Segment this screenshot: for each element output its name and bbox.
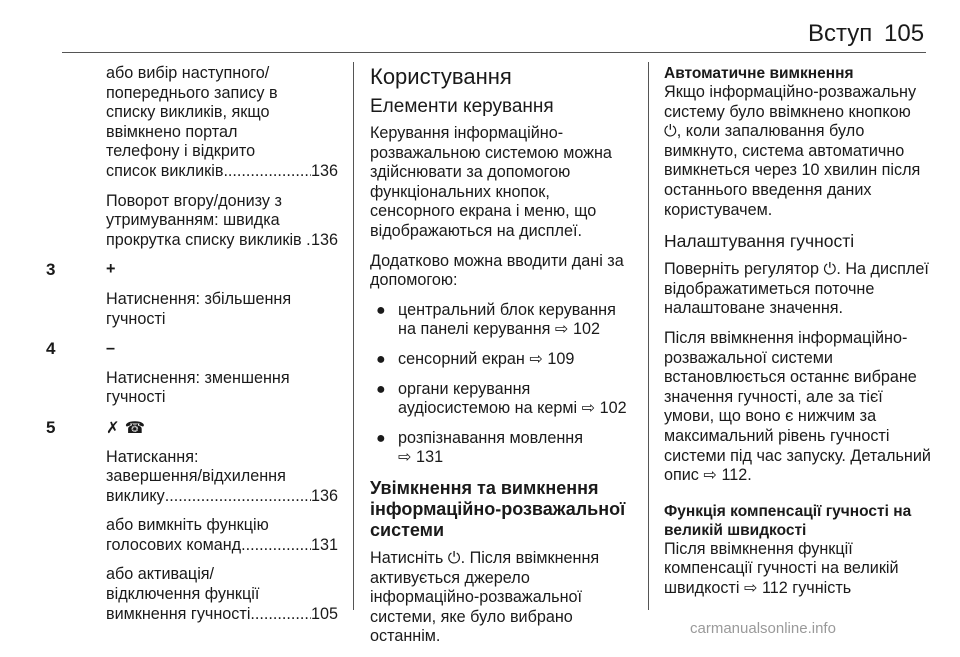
entry-marker: 4 xyxy=(46,339,56,359)
toc-line: вимкнення гучності ..... 105 xyxy=(106,605,338,625)
bullet-item: ● розпізнавання мовлення ⇨ 131 xyxy=(376,428,583,467)
heading-auto-off: Автоматичне вимкнення xyxy=(664,65,854,82)
paragraph-mute: або активація/ відключення функції вимкнення гучності ..... 105 xyxy=(76,565,338,624)
toc-line: виклику ..... 136 xyxy=(106,487,338,507)
section-title: Вступ xyxy=(808,20,873,47)
paragraph-scroll: Поворот вгору/донизу з утримуванням: швидка прокрутка списку викликів . ..... 136 xyxy=(76,192,338,251)
page-header xyxy=(0,0,960,56)
heading-speed-compensation: Функція компенсації гучності на великій швидкості xyxy=(664,502,912,539)
paragraph-next-record: або вибір наступного/ попереднього запису в списку викликів, якщо ввімкнено портал телефону і відкрито список викликів ..... 136 xyxy=(76,64,338,182)
plus-symbol: + xyxy=(106,260,116,279)
paragraph-power: Натисніть ⏻. Після ввімкнення активується джерело інформаційно-розважальної системи, яке було вибрано останнім. xyxy=(370,548,600,646)
paragraph-volume: Поверніть регулятор ⏻. На дисплеї відображатиметься поточне налаштоване значення. xyxy=(664,260,929,318)
toc-line: прокрутка списку викликів . ..... 136 xyxy=(106,231,338,251)
entry-4: 4 – Натиснення: зменшення гучності xyxy=(76,339,338,408)
bullet-item: ● сенсорний екран ⇨ 109 xyxy=(376,349,575,368)
entry-5: 5 ✗ ☎ Натискання: завершення/відхилення виклику ..... 136 xyxy=(76,418,338,506)
toc-line: список викликів ..... 136 xyxy=(106,162,338,182)
heading-usage: Користування xyxy=(370,64,512,89)
column-2 xyxy=(370,64,632,657)
watermark: carmanualsonline.info xyxy=(690,620,836,637)
minus-symbol: – xyxy=(106,339,116,358)
paragraph-controls: Керування інформаційно- розважальною системою можна здійснювати за допомогою функціональних кнопок, сенсорного екрана і меню, що відображаються на дисплеї. xyxy=(370,124,612,240)
toc-line: голосових команд ..... 131 xyxy=(106,536,338,556)
column-divider-2 xyxy=(648,62,649,610)
entry-marker: 5 xyxy=(46,417,56,437)
header-rule xyxy=(62,52,926,53)
paragraph-speed-compensation: Після ввімкнення функції компенсації гучності на великій швидкості ⇨ 112 гучність xyxy=(664,539,899,597)
entry-marker: 3 xyxy=(46,260,56,280)
column-3 xyxy=(664,64,931,608)
column-1 xyxy=(46,64,338,634)
paragraph-voice: або вимкніть функцію голосових команд ..... 131 xyxy=(76,516,338,555)
heading-power-on-off: Увімкнення та вимкнення інформаційно-розважальної системи xyxy=(370,477,626,540)
paragraph-auto-off: Якщо інформаційно-розважальну систему було ввімкнено кнопкою ⏻, коли запалювання було вимкнуто, система автоматично вимкнеться через 10 хвилин після останнього введення даних користувачем. xyxy=(664,83,921,219)
bullet-item: ● органи керування аудіосистемою на кермі ⇨ 102 xyxy=(376,379,627,418)
entry-3: 3 + Натиснення: збільшення гучності xyxy=(76,260,338,329)
bullet-item: ● центральний блок керування на панелі керування ⇨ 102 xyxy=(376,300,616,339)
heading-volume: Налаштування гучності xyxy=(664,231,855,252)
hang-up-phone-icon: ✗ ☎ xyxy=(106,417,145,437)
page-number: 105 xyxy=(884,20,925,47)
column-divider-1 xyxy=(353,62,354,610)
paragraph-last-volume: Після ввімкнення інформаційно- розважальної системи встановлюється останнє вибране значення гучності, але за тієї умови, що воно є нижчим за максимальний рівень гучності системи під час запуску. Детальний опис ⇨ 112. xyxy=(664,328,931,485)
heading-controls: Елементи керування xyxy=(370,96,554,117)
paragraph-input: Додатково можна вводити дані за допомогою: xyxy=(370,251,624,290)
